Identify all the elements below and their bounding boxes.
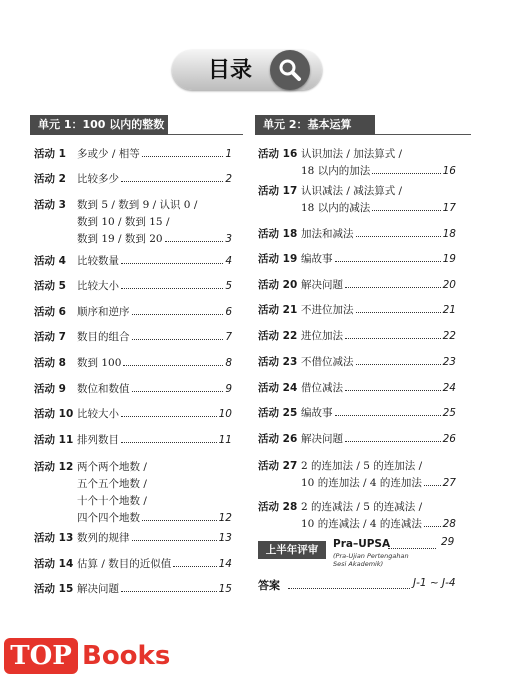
activity-label: 活动 26 [258,433,298,445]
activity-label: 活动 23 [258,356,298,368]
activity-label: 活动 13 [34,532,74,544]
entry-line [301,200,456,217]
entry-line [77,476,232,493]
entry-line [301,163,456,180]
leader-dots [121,406,217,417]
logo-top-text: TOP [4,638,78,674]
entry-topic: 数列的规律 [77,532,130,544]
entry-topic: 两个两个地数 / [77,461,147,473]
entry-line [77,146,232,163]
activity-label: 活动 25 [258,407,298,419]
page-number: 21 [442,304,456,316]
entry-line [301,475,456,492]
page-number: 9 [225,383,232,395]
entry-line [301,499,456,516]
activity-label: 活动 5 [34,280,66,292]
page-number: 24 [442,382,456,394]
entry-topic: 认识加法 / 加法算式 / [301,148,403,160]
entry-topic: 认识减法 / 减法算式 / [301,185,403,197]
entry-line [77,278,232,295]
leader-dots [288,580,410,589]
page-number: 10 [218,408,232,420]
leader-dots [173,556,216,567]
topbooks-logo [0,628,200,688]
leader-dots [335,251,441,262]
page-number: 12 [218,512,232,524]
entry-topic: 数到 100 [77,357,122,369]
leader-dots [121,278,223,289]
entry-line [301,405,456,422]
leader-dots [372,163,440,174]
section-divider [168,134,243,135]
activity-label: 活动 21 [258,304,298,316]
entry-topic: 估算 / 数目的近似值 [77,558,172,570]
leader-dots [388,538,436,549]
page-number: 20 [442,279,456,291]
page-number: 25 [442,407,456,419]
activity-label: 活动 20 [258,279,298,291]
page-number: 16 [442,165,456,177]
page-number: 23 [442,356,456,368]
activity-label: 活动 19 [258,253,298,265]
page-number: 11 [218,434,232,446]
entry-line [301,328,456,345]
entry-topic: 借位减法 [301,382,343,394]
leader-dots [142,510,217,521]
entry-topic: 进位加法 [301,330,343,342]
activity-label: 活动 1 [34,148,66,160]
activity-label: 活动 10 [34,408,74,420]
entry-line [77,329,232,346]
entry-topic: 比较多少 [77,173,119,185]
answers-page-range: J-1 ~ J-4 [413,577,456,589]
entry-topic: 不进位加法 [301,304,354,316]
leader-dots [345,380,441,391]
entry-line [77,304,232,321]
activity-label: 活动 3 [34,199,66,211]
leader-dots [132,304,224,315]
leader-dots [165,231,224,242]
page-number: 6 [225,306,232,318]
leader-dots [121,253,223,264]
entry-line [301,516,456,533]
entry-topic: 数到 19 / 数到 20 [77,233,163,245]
leader-dots [345,277,441,288]
magnifier-icon [270,50,310,90]
page-number: 19 [442,253,456,265]
page-title: 目录 [207,58,252,83]
leader-dots [345,431,441,442]
section-heading-unit-2: 单元 2：基本运算 [255,115,375,135]
page-number: 14 [218,558,232,570]
exam-badge: 上半年评审 [258,541,326,559]
entry-line [301,380,456,397]
leader-dots [132,329,224,340]
leader-dots [356,302,441,313]
entry-line [301,354,456,371]
page-number: 28 [442,518,456,530]
page-number: 26 [442,433,456,445]
entry-line [301,431,456,448]
entry-line [77,510,232,527]
exam-subtitle [333,552,409,568]
activity-label: 活动 15 [34,583,74,595]
entry-topic: 数到 5 / 数到 9 / 认识 0 / [77,199,198,211]
entry-line [301,277,456,294]
activity-label: 活动 11 [34,434,74,446]
entry-line [77,171,232,188]
entry-topic: 18 以内的加法 [301,165,371,177]
leader-dots [121,171,223,182]
entry-line [301,146,456,163]
entry-line [301,226,456,243]
exam-subtitle-line: Sesi Akademik) [333,560,384,568]
page-number: 13 [218,532,232,544]
answers-label: 答案 [258,579,280,592]
leader-dots [121,432,217,443]
leader-dots [132,381,224,392]
entry-line [77,530,232,547]
entry-topic: 数目的组合 [77,331,130,343]
entry-line [77,459,232,476]
page-number: 27 [442,477,456,489]
activity-label: 活动 7 [34,331,66,343]
entry-topic: 加法和减法 [301,228,354,240]
activity-label: 活动 22 [258,330,298,342]
activity-label: 活动 16 [258,148,298,160]
leader-dots [356,354,441,365]
entry-line [77,381,232,398]
activity-label: 活动 6 [34,306,66,318]
entry-topic: 解决问题 [301,433,343,445]
activity-label: 活动 27 [258,460,298,472]
activity-label: 活动 28 [258,501,298,513]
entry-topic: 比较大小 [77,280,119,292]
page-number: 22 [442,330,456,342]
entry-topic: 十个十个地数 / [77,495,147,507]
activity-label: 活动 2 [34,173,66,185]
entry-line [301,302,456,319]
section-heading-unit-1: 单元 1：100 以内的整数 [30,115,168,135]
entry-topic: 比较大小 [77,408,119,420]
entry-topic: 10 的连减法 / 4 的连减法 [301,518,422,530]
entry-topic: 四个四个地数 [77,512,140,524]
activity-label: 活动 14 [34,558,74,570]
page-number: 4 [225,255,232,267]
section-divider [375,134,471,135]
leader-dots [372,200,440,211]
entry-line [77,581,232,598]
page-number: 8 [225,357,232,369]
entry-line [77,231,232,248]
activity-label: 活动 17 [258,185,298,197]
page-number: 7 [225,331,232,343]
entry-line [77,214,232,231]
leader-dots [132,530,217,541]
page-number: 5 [225,280,232,292]
activity-label: 活动 8 [34,357,66,369]
page-number: 15 [218,583,232,595]
entry-topic: 10 的连加法 / 4 的连加法 [301,477,422,489]
entry-topic: 数位和数值 [77,383,130,395]
entry-line [77,355,232,372]
entry-topic: 顺序和逆序 [77,306,130,318]
leader-dots [424,475,441,486]
entry-topic: 数到 10 / 数到 15 / [77,216,170,228]
entry-topic: 解决问题 [301,279,343,291]
page-number: 18 [442,228,456,240]
activity-label: 活动 12 [34,461,74,473]
exam-subtitle-line: (Pra-Ujian Pertengahan [333,552,409,560]
leader-dots [356,226,441,237]
entry-line [301,251,456,268]
leader-dots [424,516,441,527]
entry-topic: 解决问题 [77,583,119,595]
entry-line [77,406,232,423]
entry-topic: 18 以内的减法 [301,202,371,214]
entry-topic: 编故事 [301,407,333,419]
leader-dots [123,355,223,366]
entry-topic: 2 的连加法 / 5 的连加法 / [301,460,423,472]
activity-label: 活动 18 [258,228,298,240]
entry-topic: 排列数目 [77,434,119,446]
activity-label: 活动 4 [34,255,66,267]
entry-topic: 五个五个地数 / [77,478,147,490]
activity-label: 活动 9 [34,383,66,395]
activity-label: 活动 24 [258,382,298,394]
page-number: 3 [225,233,232,245]
leader-dots [345,328,441,339]
entry-topic: 比较数量 [77,255,119,267]
page-number: 1 [225,148,232,160]
entry-line [77,197,232,214]
entry-line [301,458,456,475]
exam-title: Pra–UPSA [333,538,391,550]
entry-line [77,493,232,510]
page-number: 2 [225,173,232,185]
exam-page-number: 29 [441,536,455,548]
entry-topic: 2 的连减法 / 5 的连减法 / [301,501,423,513]
entry-topic: 不借位减法 [301,356,354,368]
logo-books-text: Books [82,641,171,671]
entry-topic: 多或少 / 相等 [77,148,140,160]
entry-topic: 编故事 [301,253,333,265]
leader-dots [121,581,217,592]
entry-line [77,432,232,449]
leader-dots [335,405,441,416]
entry-line [301,183,456,200]
entry-line [77,253,232,270]
page-number: 17 [442,202,456,214]
entry-line [77,556,232,573]
leader-dots [142,146,224,157]
